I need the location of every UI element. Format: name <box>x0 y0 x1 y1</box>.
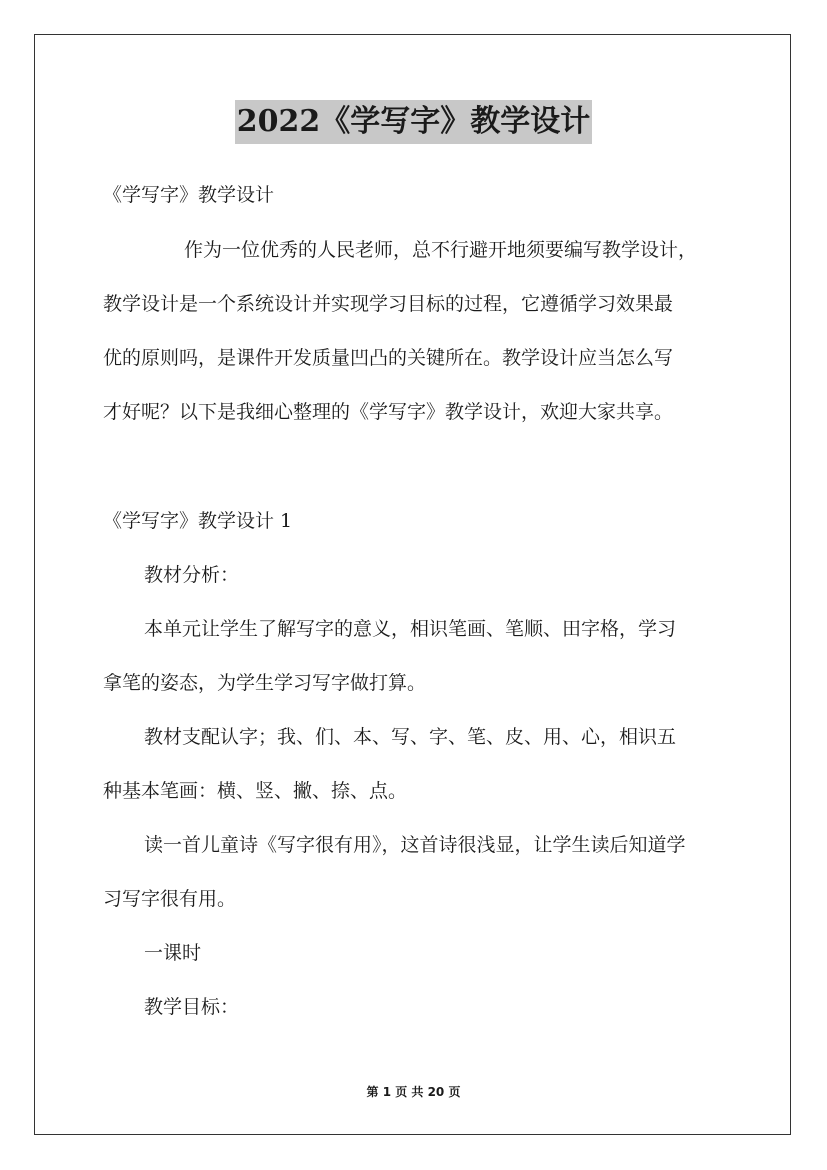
intro-line-1: 作为一位优秀的人民老师，总不行避开地须要编写教学设计， <box>184 239 698 261</box>
goal-label: 教学目标： <box>144 996 240 1018</box>
para3-line-2: 习写字很有用。 <box>103 888 237 910</box>
intro-line-4: 才好呢？以下是我细心整理的《学写字》教学设计，欢迎大家共享。 <box>103 401 674 423</box>
title-wrap <box>0 100 827 144</box>
para3-line-1: 读一首儿童诗《写字很有用》，这首诗很浅显，让学生读后知道学 <box>144 834 686 856</box>
para1-line-1: 本单元让学生了解写字的意义，相识笔画、笔顺、田字格，学习 <box>144 618 677 640</box>
lesson-count: 一课时 <box>144 942 202 964</box>
para1-line-2: 拿笔的姿态，为学生学习写字做打算。 <box>103 672 427 694</box>
para2-line-2: 种基本笔画：横、竖、撇、捺、点。 <box>103 780 408 802</box>
intro-line-2: 教学设计是一个系统设计并实现学习目标的过程，它遵循学习效果最 <box>103 293 674 315</box>
subtitle: 《学写字》教学设计 <box>103 184 275 206</box>
page-footer: 第 1 页 共 20 页 <box>366 1085 461 1099</box>
document-title: 2022《学写字》教学设计 <box>235 100 593 144</box>
para2-line-1: 教材支配认字；我、们、本、写、字、笔、皮、用、心，相识五 <box>144 726 677 748</box>
material-label: 教材分析： <box>144 564 240 586</box>
intro-line-3: 优的原则吗，是课件开发质量凹凸的关键所在。教学设计应当怎么写 <box>103 347 674 369</box>
section-heading: 《学写字》教学设计 1 <box>103 510 293 532</box>
